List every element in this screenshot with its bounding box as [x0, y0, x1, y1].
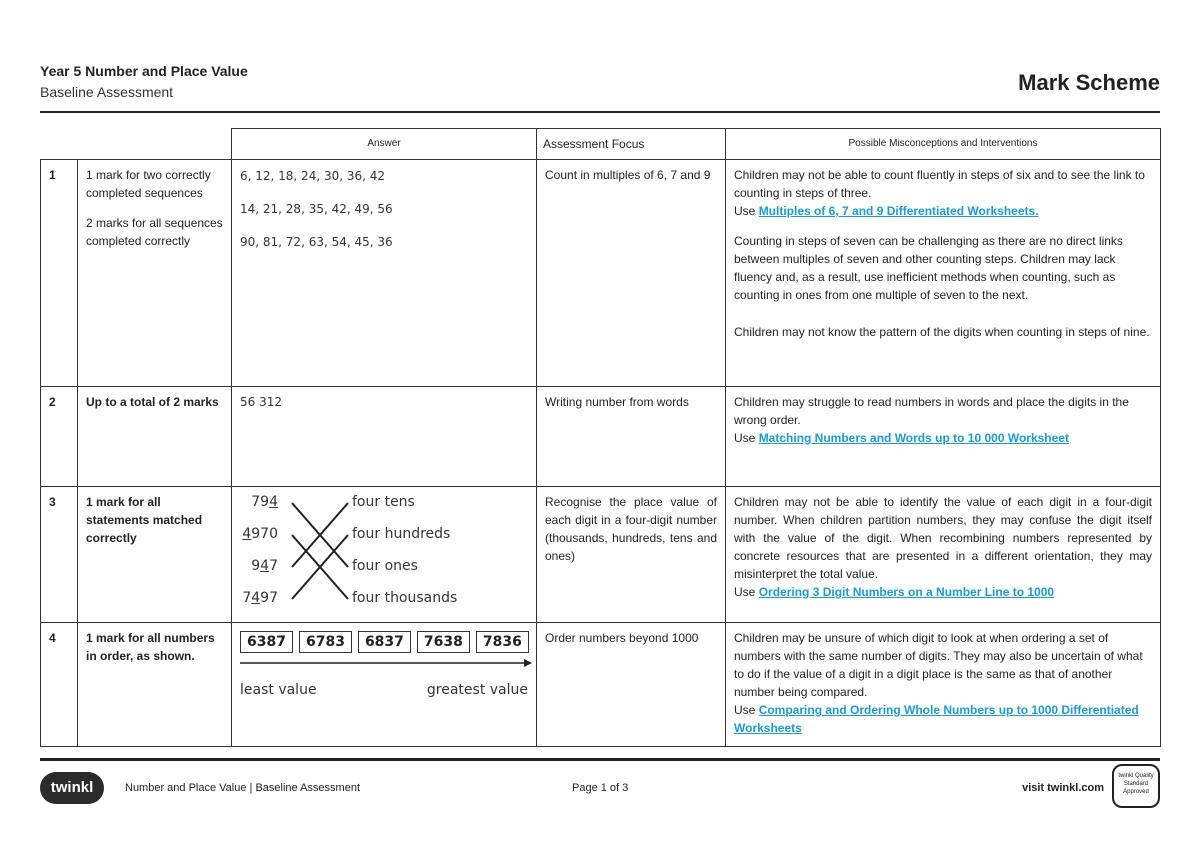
website-link[interactable]: visit twinkl.com: [1022, 782, 1104, 794]
marks-cell: [78, 160, 232, 387]
focus-cell: Count in multiples of 6, 7 and 9: [537, 160, 726, 387]
footer-divider: [40, 758, 1160, 761]
table-header-row: [41, 129, 1161, 160]
marks-cell: [78, 623, 232, 747]
answer-cell: [232, 623, 537, 747]
misconceptions-cell: [726, 623, 1161, 747]
use-label: Use: [734, 703, 759, 717]
value-label: four hundreds: [352, 526, 451, 542]
value-label: four tens: [352, 494, 415, 510]
table-row: [41, 623, 1161, 747]
question-number: 3: [41, 487, 78, 623]
misconception-text: Children may not know the pattern of the digits when counting in steps of nine.: [734, 325, 1150, 339]
header-focus: Assessment Focus: [537, 129, 726, 160]
misconceptions-cell: [726, 487, 1161, 623]
number-label: 4970: [242, 526, 278, 542]
question-number: 2: [41, 387, 78, 487]
number-box: 6387: [240, 631, 293, 653]
header-divider: [40, 111, 1160, 113]
worksheet-link[interactable]: Ordering 3 Digit Numbers on a Number Line to 1000: [758, 585, 1055, 599]
value-arrow: [240, 653, 528, 675]
page-number: Page 1 of 3: [572, 782, 629, 794]
marks-text: 1 mark for all numbers in order, as shown.: [86, 631, 215, 663]
answer-cell: [232, 160, 537, 387]
use-label: Use: [734, 585, 759, 599]
misconception-text: Children may struggle to read numbers in words and place the digits in the wrong order.: [734, 395, 1129, 427]
focus-cell: Writing number from words: [537, 387, 726, 487]
header-answer: Answer: [232, 129, 537, 160]
matching-lines: [290, 493, 352, 613]
ordered-numbers: [240, 631, 528, 653]
document-subtitle: Baseline Assessment: [40, 84, 174, 100]
twinkl-logo[interactable]: twinkl: [40, 772, 104, 804]
marks-text: 1 mark for two correctly completed sequences: [86, 168, 211, 200]
marks-cell: [78, 387, 232, 487]
marks-text: 2 marks for all sequences completed correctly: [86, 216, 223, 248]
use-label: Use: [734, 204, 759, 218]
mark-scheme-heading: Mark Scheme: [1018, 70, 1160, 95]
marks-text: 1 mark for all statements matched correctly: [86, 495, 203, 545]
number-label: 794: [251, 494, 278, 510]
least-value-label: least value: [240, 682, 317, 698]
sequence: 14, 21, 28, 35, 42, 49, 56: [240, 202, 393, 216]
worksheet-link[interactable]: Multiples of 6, 7 and 9 Differentiated Worksheets.: [758, 204, 1039, 218]
misconceptions-cell: [726, 387, 1161, 487]
value-label: four ones: [352, 558, 418, 574]
question-number: 1: [41, 160, 78, 387]
worksheet-link[interactable]: Matching Numbers and Words up to 10 000 Worksheet: [758, 431, 1069, 445]
answer-cell: 56 312: [232, 387, 537, 487]
misconception-text: Children may not be able to count fluently in steps of six and to see the link to counting in steps of three.: [734, 168, 1145, 200]
number-label: 7497: [242, 590, 278, 606]
misconceptions-cell: [726, 160, 1161, 387]
focus-cell: Order numbers beyond 1000: [537, 623, 726, 747]
number-box: 7836: [476, 631, 529, 653]
sequence: 90, 81, 72, 63, 54, 45, 36: [240, 235, 393, 249]
mark-scheme-table: [40, 128, 1161, 747]
misconception-text: Children may be unsure of which digit to look at when ordering a set of numbers with the same number of digits. They may also be uncertain of what to do if the value of a digit in a digit place is the same as that of another number being compared.: [734, 631, 1143, 699]
misconception-text: Children may not be able to identify the value of each digit in a four-digit number. When children partition numbers, they may confuse the digit itself with the value of the digit. When recombining numbers represented by concrete resources that are presented in a different orientation, they may misinterpret the total value.: [734, 495, 1152, 581]
matching-diagram: [240, 493, 528, 613]
value-label: four thousands: [352, 590, 458, 606]
table-row: [41, 160, 1161, 387]
answer-cell: [232, 487, 537, 623]
quality-badge-icon: twinkl Quality Standard Approved: [1112, 764, 1160, 808]
worksheet-link[interactable]: Comparing and Ordering Whole Numbers up to 1000 Differentiated Worksheets: [734, 703, 1139, 735]
greatest-value-label: greatest value: [426, 682, 528, 698]
marks-cell: [78, 487, 232, 623]
number-box: 7638: [417, 631, 470, 653]
table-row: [41, 387, 1161, 487]
marks-text: Up to a total of 2 marks: [86, 395, 219, 409]
document-title: Year 5 Number and Place Value: [40, 63, 248, 79]
focus-cell: Recognise the place value of each digit in a four-digit number (thousands, hundreds, tens and ones): [537, 487, 726, 623]
sequence: 6, 12, 18, 24, 30, 36, 42: [240, 169, 386, 183]
question-number: 4: [41, 623, 78, 747]
header-misconceptions: Possible Misconceptions and Interventions: [726, 129, 1161, 160]
misconception-text: Counting in steps of seven can be challenging as there are no direct links between multiples of seven and other counting steps. Children may lack fluency and, as a result, use inefficient methods when counting, such as counting in ones from one multiple of seven to the next.: [734, 234, 1123, 302]
table-row: [41, 487, 1161, 623]
use-label: Use: [734, 431, 759, 445]
number-label: 947: [251, 558, 278, 574]
number-box: 6783: [299, 631, 352, 653]
number-box: 6837: [358, 631, 411, 653]
footer-title: Number and Place Value | Baseline Assessment: [125, 782, 361, 794]
